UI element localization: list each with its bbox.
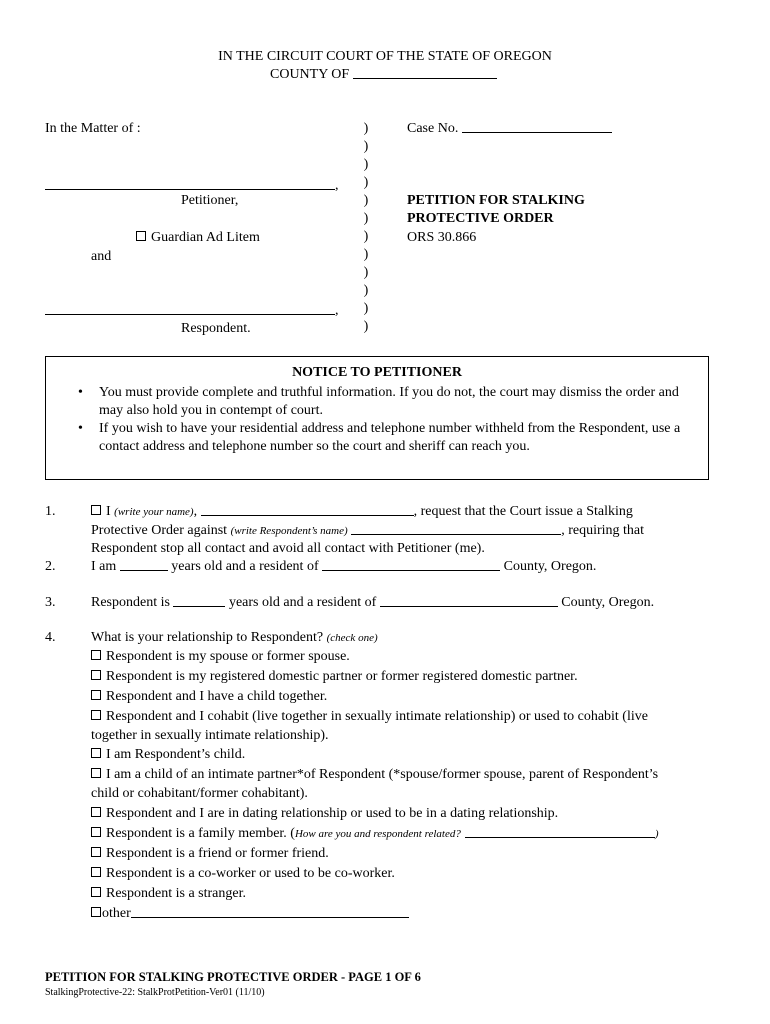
option-domestic-partner[interactable] [91,668,578,685]
item-1-request-text: , request that the Court issue a Stalking [413,504,633,519]
option-dating[interactable] [91,805,558,822]
item-1-checkbox[interactable] [91,505,101,515]
paren: ) [363,211,369,226]
respondent-comma: , [335,303,339,318]
county-label: COUNTY OF [270,67,350,82]
option-label: Respondent and I have a child together. [106,689,328,704]
statute-reference: ORS 30.866 [407,230,477,245]
item-number: 4. [45,630,56,645]
paren: ) [363,301,369,316]
paren: ) [363,193,369,208]
option-label: I am a child of an intimate partner*of Respondent (*spouse/former spouse, parent of Respondent’s [106,767,659,782]
item-number: 3. [45,595,56,610]
item-1-comma: , [193,504,198,519]
case-number-field[interactable] [462,120,612,133]
notice-bullet: • If you wish to have your residential address and telephone number withheld from the Respondent, use a contact address and telephone number so the court and sheriff can reach you. [78,420,703,456]
option-checkbox[interactable] [91,768,101,778]
county-field[interactable] [353,66,497,79]
paren: ) [363,229,369,244]
footer-form-id: StalkingProtective-22: StalkProtPetition-Ver01 (11/10) [45,987,265,998]
item-1-line-3: Respondent stop all contact and avoid all contact with Petitioner (me). [91,541,485,556]
and-label: and [91,249,112,264]
document-title-line-2: PROTECTIVE ORDER [407,211,554,226]
item-4-question [91,629,378,647]
notice-to-petitioner-box [45,356,709,480]
option-label: Respondent and I are in dating relationship or used to be in a dating relationship. [106,806,559,821]
respondent-label: Respondent. [181,321,251,336]
footer-title: PETITION FOR STALKING PROTECTIVE ORDER - PAGE 1 OF 6 [45,970,421,984]
respondent-age-input[interactable] [173,594,225,607]
option-checkbox[interactable] [91,650,101,660]
paren: ) [363,139,369,154]
option-checkbox[interactable] [91,867,101,877]
option-checkbox[interactable] [91,710,101,720]
notice-title: NOTICE TO PETITIONER [292,365,462,380]
paren: ) [363,121,369,136]
option-label: other [102,906,131,921]
option-label: I am Respondent’s child. [106,747,246,762]
option-child-of-partner-continued: child or cohabitant/former cohabitant). [91,786,308,801]
case-number-line [407,120,612,137]
county-oregon-text: County, Oregon. [503,559,597,574]
option-label: Respondent is a co-worker or used to be co-worker. [106,866,395,881]
option-respondents-child[interactable] [91,746,245,763]
option-checkbox[interactable] [91,807,101,817]
item-3-line [91,594,654,611]
option-label: Respondent is my spouse or former spouse. [106,649,350,664]
petitioner-name-line[interactable] [45,177,335,190]
case-number-label: Case No. [407,121,459,136]
option-cohabit-continued: together in sexually intimate relationship). [91,728,329,743]
requiring-text: , requiring that [561,523,644,538]
respondent-name-input[interactable] [351,522,561,535]
item-1-line-2 [91,522,644,540]
relation-input[interactable] [465,825,655,838]
relation-close-paren: ) [654,828,659,840]
item-number: 1. [45,504,56,519]
order-against-text: Protective Order against [91,523,228,538]
years-old-text: years old and a resident of [171,559,319,574]
document-title-line-1: PETITION FOR STALKING [407,193,585,208]
respondent-name-line[interactable] [45,302,335,315]
option-label: Respondent is a stranger. [106,886,246,901]
option-checkbox[interactable] [91,887,101,897]
respondent-is-text: Respondent is [91,595,170,610]
option-cohabit[interactable] [91,708,648,725]
notice-list [78,384,703,456]
paren: ) [363,175,369,190]
item-number: 2. [45,559,56,574]
relationship-question: What is your relationship to Respondent? [91,630,324,645]
option-other[interactable] [91,905,409,922]
guardian-ad-litem-checkbox[interactable] [136,231,146,241]
respondent-name-field[interactable] [45,302,339,319]
option-checkbox[interactable] [91,690,101,700]
county-line [270,66,497,83]
petitioner-name-input[interactable] [201,503,414,516]
option-checkbox[interactable] [91,907,101,917]
option-stranger[interactable] [91,885,246,902]
i-am-text: I am [91,559,117,574]
relation-hint: How are you and respondent related? [294,828,461,840]
option-child-of-partner[interactable] [91,766,658,783]
item-1-i-label: I [106,504,111,519]
other-relationship-input[interactable] [131,905,409,918]
option-spouse[interactable] [91,648,350,665]
respondent-county-input[interactable] [380,594,558,607]
court-title: IN THE CIRCUIT COURT OF THE STATE OF OREGON [218,49,552,64]
option-family-member[interactable] [91,825,659,843]
item-1-line-1 [91,503,633,521]
paren: ) [363,247,369,262]
option-friend[interactable] [91,845,329,862]
option-child-together[interactable] [91,688,327,705]
in-the-matter-of-label: In the Matter of : [45,121,141,136]
petitioner-age-input[interactable] [120,558,168,571]
option-label: Respondent is my registered domestic partner or former registered domestic partner. [106,669,578,684]
county-oregon-text: County, Oregon. [561,595,655,610]
option-checkbox[interactable] [91,748,101,758]
item-2-line [91,558,596,575]
guardian-ad-litem-label: Guardian Ad Litem [151,230,260,245]
check-one-hint: (check one) [326,632,378,644]
petitioner-county-input[interactable] [322,558,500,571]
write-respondent-name-hint: (write Respondent’s name) [230,525,348,537]
paren: ) [363,283,369,298]
years-old-text: years old and a resident of [228,595,377,610]
write-your-name-hint: (write your name) [114,506,194,518]
option-label: Respondent and I cohabit (live together in sexually intimate relationship) or used to cohabit (live [106,709,648,724]
petitioner-label: Petitioner, [181,193,239,208]
option-label: Respondent is a friend or former friend. [106,846,329,861]
option-checkbox[interactable] [91,827,101,837]
option-coworker[interactable] [91,865,395,882]
option-checkbox[interactable] [91,670,101,680]
paren: ) [363,157,369,172]
option-label: Respondent is a family member. ( [106,826,295,841]
paren: ) [363,265,369,280]
option-checkbox[interactable] [91,847,101,857]
petitioner-comma: , [335,178,339,193]
guardian-ad-litem-option[interactable] [136,229,260,246]
notice-bullet: • You must provide complete and truthful information. If you do not, the court may dismiss the order and may also hold you in contempt of court. [78,384,703,420]
paren: ) [363,319,369,334]
